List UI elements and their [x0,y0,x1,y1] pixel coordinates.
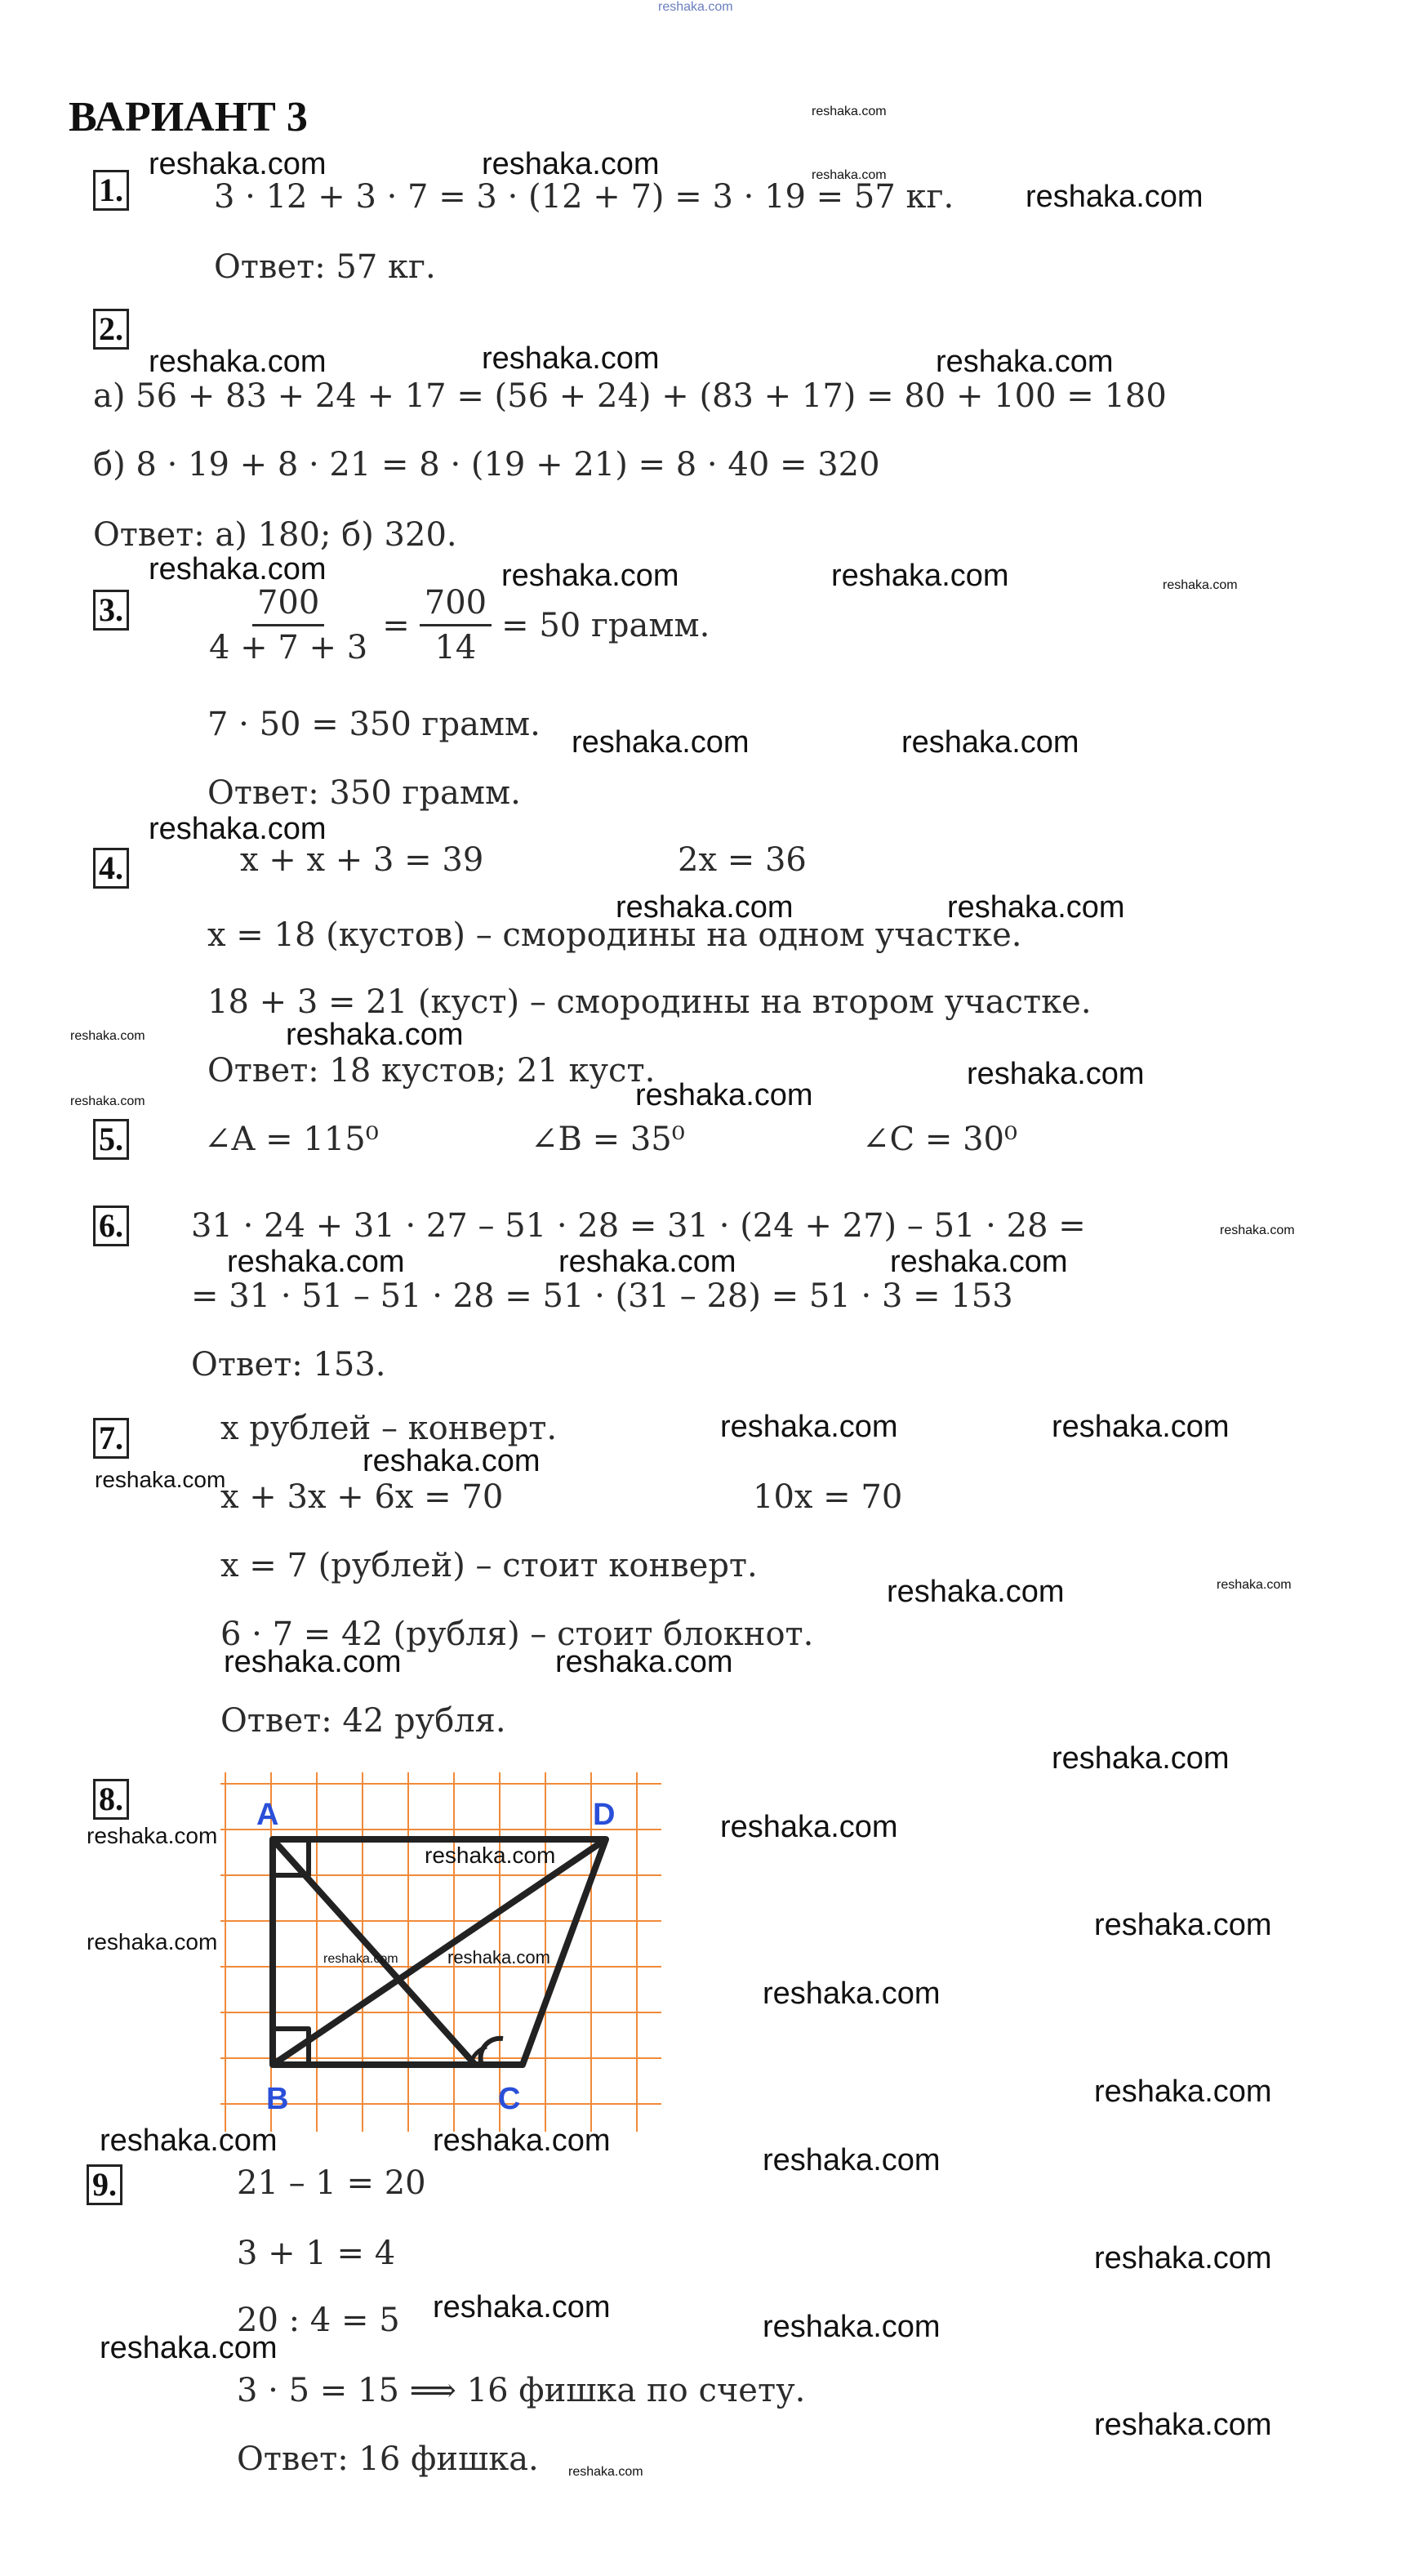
watermark: reshaka.com [1094,1908,1272,1942]
watermark: reshaka.com [149,147,327,181]
task-8-number: 8. [93,1779,129,1820]
watermark: reshaka.com [763,1977,941,2011]
watermark: reshaka.com [1163,578,1238,592]
task-9-line-4: 3 · 5 = 15 ⟹ 16 фишка по счету. [237,2372,806,2409]
task-6-line-2: = 31 · 51 – 51 · 28 = 51 · (31 – 28) = 51 · 3 = 153 [191,1277,1013,1315]
task-1-line-1: 3 · 12 + 3 · 7 = 3 · (12 + 7) = 3 · 19 = 57 кг. [214,178,954,216]
task-3-fraction-2 [420,582,492,669]
watermark: reshaka.com [1052,1410,1230,1444]
watermark: reshaka.com [1094,2408,1272,2442]
task-5-angle-c: ∠C = 30⁰ [862,1121,1017,1158]
watermark: reshaka.com [901,725,1079,760]
watermark: reshaka.com [720,1810,898,1844]
watermark: reshaka.com [87,1823,218,1848]
task-4-line-3: 18 + 3 = 21 (куст) – смородины на втором участке. [207,983,1092,1021]
task-5-angle-a: ∠A = 115⁰ [204,1121,379,1158]
vertex-label-b: B [266,2082,289,2116]
watermark: reshaka.com [812,105,887,118]
watermark: reshaka.com [572,725,750,760]
task-9-number: 9. [87,2164,122,2205]
task-3-line-2: 7 · 50 = 350 грамм. [207,706,541,743]
vertex-label-c: C [498,2082,521,2116]
watermark: reshaka.com [555,1645,733,1679]
watermark: reshaka.com [227,1245,405,1279]
watermark: reshaka.com [635,1078,813,1112]
watermark: reshaka.com [1220,1223,1295,1237]
task-2-number: 2. [93,309,129,350]
task-3-equals: = [382,606,410,644]
watermark: reshaka.com [95,1467,226,1492]
task-3-result: = 50 грамм. [501,606,710,644]
task-6-answer: Ответ: 153. [191,1346,386,1384]
task-2-line-a: а) 56 + 83 + 24 + 17 = (56 + 24) + (83 + 17) = 80 + 100 = 180 [93,377,1167,415]
watermark: reshaka.com [568,2465,643,2479]
watermark: reshaka.com [831,559,1009,593]
task-7-answer: Ответ: 42 рубля. [220,1702,506,1740]
watermark: reshaka.com [100,2331,278,2365]
task-7-line-4: 6 · 7 = 42 (рубля) – стоит блокнот. [220,1616,814,1653]
task-2-answer: Ответ: а) 180; б) 320. [93,516,457,554]
task-4-answer: Ответ: 18 кустов; 21 куст. [207,1052,656,1090]
task-7-line-2a: x + 3x + 6x = 70 [220,1478,504,1516]
watermark: reshaka.com [482,341,660,376]
watermark: reshaka.com [87,1929,218,1954]
watermark: reshaka.com [1217,1578,1292,1592]
task-3-answer: Ответ: 350 грамм. [207,774,521,812]
watermark: reshaka.com [812,168,887,182]
watermark: reshaka.com [763,2310,941,2344]
task-9-line-2: 3 + 1 = 4 [237,2235,396,2272]
task-4-line-2: x = 18 (кустов) – смородины на одном участке. [207,916,1022,954]
watermark: reshaka.com [482,147,660,181]
watermark: reshaka.com [224,1645,402,1679]
vertex-label-a: A [256,1798,279,1832]
task-7-line-2b: 10x = 70 [753,1478,903,1516]
watermark: reshaka.com [558,1245,736,1279]
watermark: reshaka.com [425,1843,556,1868]
watermark: reshaka.com [936,345,1114,379]
watermark: reshaka.com [890,1245,1068,1279]
page-title: ВАРИАНТ 3 [69,94,308,140]
top-site-link[interactable]: reshaka.com [658,0,733,14]
watermark: reshaka.com [433,2124,611,2158]
watermark: reshaka.com [1094,2075,1272,2109]
task-3-fraction-1-numerator: 700 [252,582,324,626]
watermark: reshaka.com [763,2143,941,2177]
task-1-answer: Ответ: 57 кг. [214,248,436,286]
task-5-number: 5. [93,1119,129,1160]
task-4-line-1a: x + x + 3 = 39 [240,841,484,879]
watermark: reshaka.com [1052,1741,1230,1776]
task-3-fraction-2-numerator: 700 [420,582,492,626]
task-1-number: 1. [93,170,129,211]
watermark: reshaka.com [149,552,327,586]
watermark: reshaka.com [433,2290,611,2324]
task-7-line-1: x рублей – конверт. [220,1410,558,1447]
watermark: reshaka.com [149,812,327,846]
watermark: reshaka.com [149,345,327,379]
watermark: reshaka.com [70,1029,145,1043]
vertex-label-d: D [593,1798,616,1832]
watermark: reshaka.com [887,1575,1065,1609]
task-9-line-3: 20 : 4 = 5 [237,2302,400,2339]
watermark: reshaka.com [947,890,1125,925]
watermark: reshaka.com [363,1444,541,1478]
task-3-number: 3. [93,590,129,631]
watermark: reshaka.com [100,2124,278,2158]
watermark: reshaka.com [1094,2241,1272,2275]
watermark: reshaka.com [967,1057,1145,1091]
watermark: reshaka.com [1026,180,1204,214]
task-5-angle-b: ∠B = 35⁰ [531,1121,685,1158]
watermark: reshaka.com [501,559,679,593]
task-9-answer: Ответ: 16 фишка. [237,2440,539,2478]
task-3-fraction-1-denominator: 4 + 7 + 3 [209,629,368,666]
task-7-line-3: x = 7 (рублей) – стоит конверт. [220,1547,758,1584]
task-3-fraction-row [204,582,710,669]
task-6-number: 6. [93,1206,129,1246]
task-4-line-1b: 2x = 36 [678,841,807,879]
task-7-number: 7. [93,1418,129,1459]
task-8-figure [220,1772,661,2132]
task-9-line-1: 21 – 1 = 20 [237,2164,426,2202]
watermark: reshaka.com [616,890,794,925]
task-4-number: 4. [93,848,129,889]
task-3-fraction-2-denominator: 14 [434,629,477,666]
watermark: reshaka.com [286,1018,464,1052]
watermark: reshaka.com [447,1947,550,1968]
watermark: reshaka.com [70,1094,145,1108]
watermark: reshaka.com [323,1952,398,1966]
task-3-fraction-1 [204,582,372,669]
task-2-line-b: б) 8 · 19 + 8 · 21 = 8 · (19 + 21) = 8 · 40 = 320 [93,446,880,484]
watermark: reshaka.com [720,1410,898,1444]
task-6-line-1: 31 · 24 + 31 · 27 – 51 · 28 = 31 · (24 + 27) – 51 · 28 = [191,1207,1086,1245]
